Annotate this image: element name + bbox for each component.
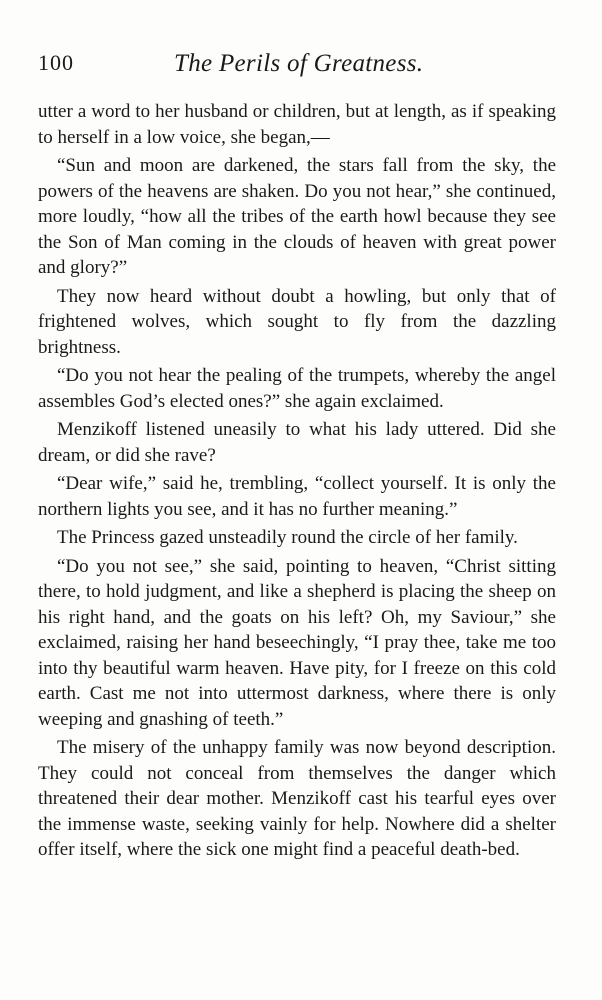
- paragraph: Menzikoff listened uneasily to what his lady uttered. Did she dream, or did she rave?: [38, 419, 556, 466]
- paragraph: The misery of the unhappy family was now beyond description. They could not conceal from themselves the danger which threatened their dear mother. Menzikoff cast his tearful eyes over the immense waste, seeking vainly for help. Nowhere did a shelter offer itself, where the sick one might find a peaceful death-bed.: [38, 737, 556, 860]
- running-title: The Perils of Greatness.: [174, 50, 424, 77]
- paragraph: “Do you not see,” she said, pointing to heaven, “Christ sitting there, to hold judgment, and like a shepherd is placing the sheep on his right hand, and the goats on his left? Oh, my Saviour,” she exclaimed, raising her hand beseechingly, “I pray thee, take me too into thy beautiful warm heaven. Have pity, for I freeze on this cold earth. Cast me not into uttermost darkness, where there is only weeping and gnashing of teeth.”: [38, 555, 556, 730]
- paragraph: The Princess gazed unsteadily round the circle of her family.: [57, 527, 518, 548]
- paragraph: They now heard without doubt a howling, but only that of frightened wolves, which sought to fly from the dazzling brightness.: [38, 285, 556, 358]
- page-number: 100: [38, 50, 74, 75]
- paragraph: “Sun and moon are darkened, the stars fall from the sky, the powers of the heavens are shaken. Do you not hear,” she continued, more loudly, “how all the tribes of the earth howl because they see the Son of Man coming in the clouds of heaven with great power and glory?”: [38, 155, 556, 278]
- running-head: [38, 50, 448, 84]
- paragraph-continuation: utter a word to her husband or children, but at length, as if speaking to herself in a low voice, she began,—: [38, 101, 556, 148]
- paragraph: “Dear wife,” said he, trembling, “collect yourself. It is only the northern lights you see, and it has no further meaning.”: [38, 473, 556, 520]
- body-text: [38, 99, 556, 866]
- paragraph: “Do you not hear the pealing of the trumpets, whereby the angel assembles God’s elected ones?” she again exclaimed.: [38, 365, 556, 412]
